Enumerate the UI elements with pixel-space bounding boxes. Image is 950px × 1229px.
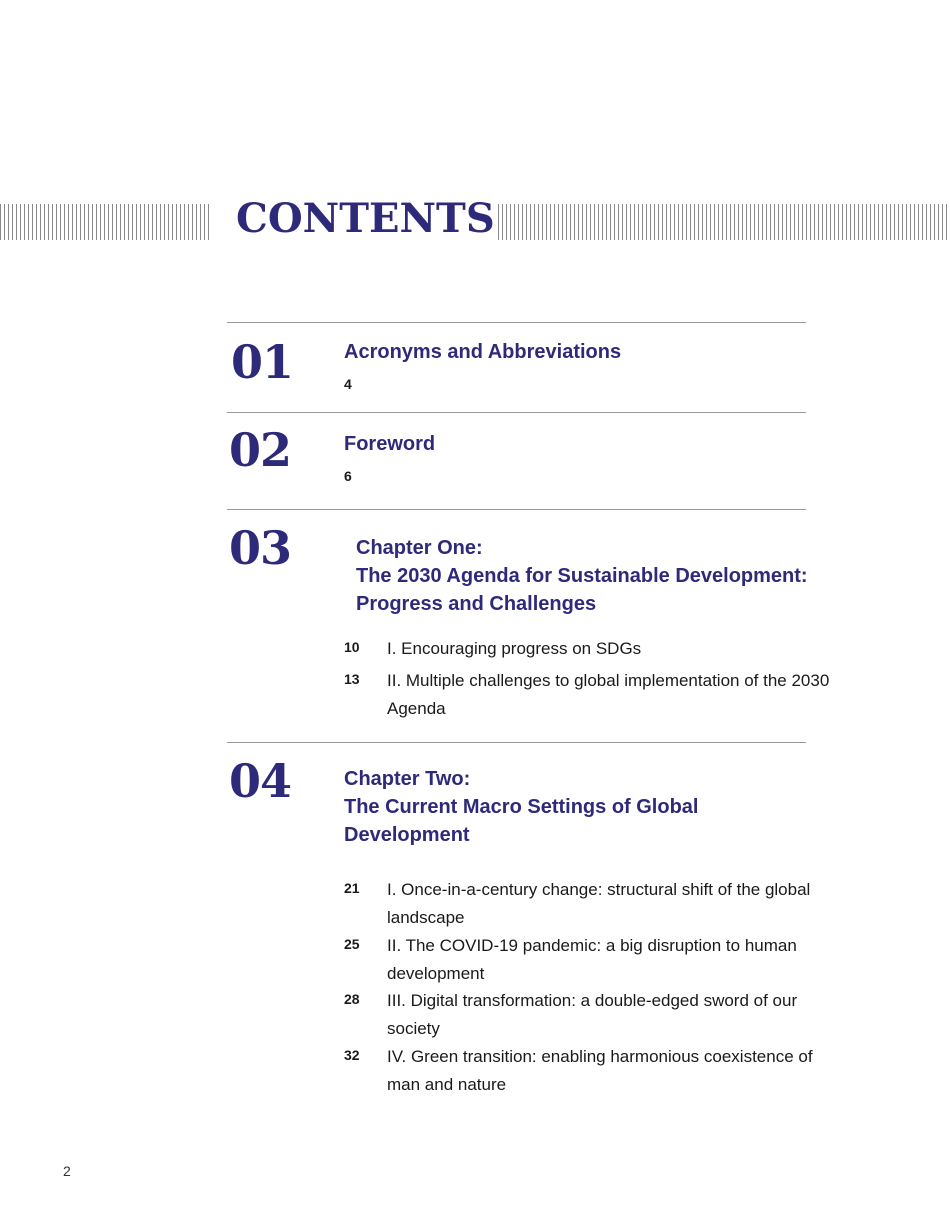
toc-entry[interactable]	[344, 987, 834, 1043]
footer-page-number: 2	[63, 1163, 71, 1179]
section-divider	[227, 509, 806, 510]
toc-entry[interactable]	[344, 635, 834, 663]
chapter-title-line: Chapter One:	[356, 537, 483, 559]
toc-entry[interactable]	[344, 876, 834, 932]
toc-entry-page: 25	[344, 936, 360, 952]
toc-entry[interactable]	[344, 1043, 834, 1099]
section-title[interactable]	[344, 430, 435, 458]
decorative-hatch-right	[498, 204, 950, 240]
page-title: CONTENTS	[236, 195, 495, 242]
chapter-title-line: The 2030 Agenda for Sustainable Development:	[356, 565, 808, 587]
section-number: 02	[229, 423, 292, 477]
toc-entry-text: I. Once-in-a-century change: structural shift of the global landscape	[387, 880, 811, 927]
toc-entry-page: 32	[344, 1047, 360, 1063]
toc-entry-page: 28	[344, 991, 360, 1007]
section-number: 01	[231, 335, 294, 389]
section-title-line: Foreword	[344, 433, 436, 455]
chapter-title-line: Chapter Two:	[344, 768, 471, 790]
section-divider	[227, 742, 806, 743]
section-page-number: 4	[344, 376, 352, 392]
toc-entry[interactable]	[344, 667, 834, 723]
toc-entry-page: 13	[344, 671, 360, 687]
toc-entry[interactable]	[344, 932, 834, 988]
toc-entry-text: III. Digital transformation: a double-edged sword of our society	[387, 991, 798, 1038]
chapter-title-line: Development	[344, 824, 470, 846]
section-page-number: 6	[344, 468, 352, 484]
decorative-hatch-left	[0, 204, 212, 240]
section-title[interactable]	[344, 338, 621, 366]
toc-entry-text: II. The COVID-19 pandemic: a big disruption to human development	[387, 936, 797, 983]
chapter-title[interactable]	[344, 765, 698, 849]
chapter-title[interactable]	[356, 534, 808, 618]
section-title-line: Acronyms and Abbreviations	[344, 341, 622, 363]
section-divider	[227, 322, 806, 323]
section-number: 04	[229, 754, 292, 808]
chapter-title-line: The Current Macro Settings of Global	[344, 796, 699, 818]
section-number: 03	[229, 521, 292, 575]
toc-entry-text: II. Multiple challenges to global implementation of the 2030 Agenda	[387, 671, 830, 718]
chapter-title-line: Progress and Challenges	[356, 593, 597, 615]
toc-entry-text: IV. Green transition: enabling harmonious coexistence of man and nature	[387, 1047, 813, 1094]
section-divider	[227, 412, 806, 413]
toc-entry-page: 21	[344, 880, 360, 896]
toc-entry-page: 10	[344, 639, 360, 655]
toc-entry-text: I. Encouraging progress on SDGs	[387, 639, 642, 658]
